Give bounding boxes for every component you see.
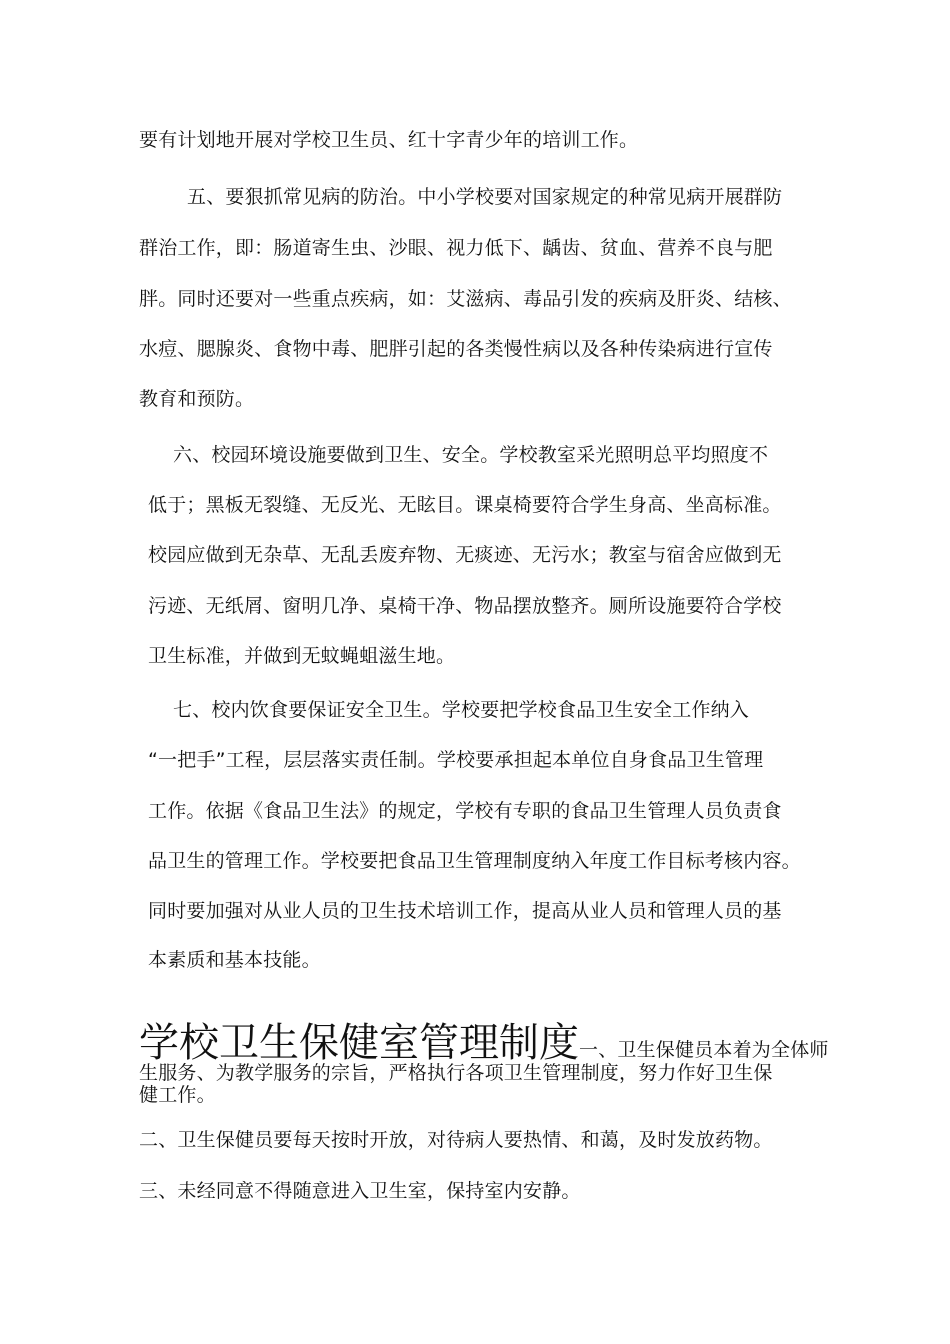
health-room-title: 学校卫生保健室管理制度 (139, 1020, 579, 1066)
section-seven-line: 本素质和基本技能。 (148, 949, 321, 971)
section-seven-line: 工作。依据《食品卫生法》的规定，学校有专职的食品卫生管理人员负责食 (148, 800, 782, 822)
paragraph-intro-line: 要有计划地开展对学校卫生员、红十字青少年的培训工作。 (139, 129, 639, 151)
section-five-line: 五、要狠抓常见病的防治。中小学校要对国家规定的种常见病开展群防 (187, 186, 783, 208)
section-five-line: 水痘、腮腺炎、食物中毒、肥胖引起的各类慢性病以及各种传染病进行宣传 (139, 338, 773, 360)
section-six-line: 卫生标准，并做到无蚊蝇蛆滋生地。 (148, 645, 456, 667)
section-five-line: 胖。同时还要对一些重点疾病，如：艾滋病、毒品引发的疾病及肝炎、结核、 (139, 288, 792, 310)
section-seven-line: 七、校内饮食要保证安全卫生。学校要把学校食品卫生安全工作纳入 (173, 699, 750, 721)
rule-one-continuation: 生服务、为教学服务的宗旨，严格执行各项卫生管理制度，努力作好卫生保 (139, 1062, 773, 1084)
rule-one-inline: 一、卫生保健员本着为全体师 (579, 1039, 829, 1061)
rule-three: 三、未经同意不得随意进入卫生室，保持室内安静。 (139, 1180, 581, 1202)
section-seven-line: “一把手”工程，层层落实责任制。学校要承担起本单位自身食品卫生管理 (148, 749, 764, 771)
section-six-line: 校园应做到无杂草、无乱丢废弃物、无痰迹、无污水；教室与宿舍应做到无 (148, 544, 782, 566)
rule-one-continuation: 健工作。 (139, 1084, 216, 1106)
section-six-line: 污迹、无纸屑、窗明几净、桌椅干净、物品摆放整齐。厕所设施要符合学校 (148, 595, 782, 617)
section-five-line: 教育和预防。 (139, 388, 255, 410)
section-seven-line: 同时要加强对从业人员的卫生技术培训工作，提高从业人员和管理人员的基 (148, 900, 782, 922)
section-six-line: 六、校园环境设施要做到卫生、安全。学校教室采光照明总平均照度不 (173, 444, 769, 466)
section-seven-line: 品卫生的管理工作。学校要把食品卫生管理制度纳入年度工作目标考核内容。 (148, 850, 801, 872)
rule-two: 二、卫生保健员要每天按时开放，对待病人要热情、和蔼，及时发放药物。 (139, 1129, 773, 1151)
section-six-line: 低于；黑板无裂缝、无反光、无眩目。课桌椅要符合学生身高、坐高标准。 (148, 494, 782, 516)
section-five-line: 群治工作，即：肠道寄生虫、沙眼、视力低下、龋齿、贫血、营养不良与肥 (139, 237, 773, 259)
